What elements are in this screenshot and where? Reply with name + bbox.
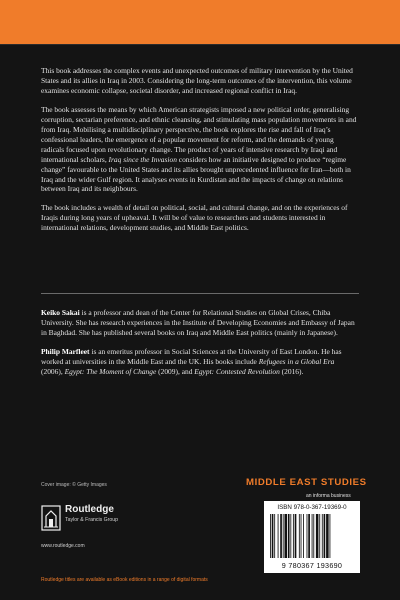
routledge-tower-icon (41, 505, 61, 531)
author-book-1: Refugees in a Global Era (258, 356, 335, 366)
series-title: MIDDLE EAST STUDIES (246, 477, 367, 488)
publisher-url: www.routledge.com (41, 543, 85, 549)
author-name-2: Philip Marfleet (41, 346, 90, 356)
author-book-3-year: (2016). (281, 366, 304, 376)
description-paragraph-2-part-1: The book assesses the means by which American strategists imposed a new political order, generalising corruption, sectarian preference, and ethnic cleansing, and stimulating mass population movements in and from Iraq. Mobilising a multidisciplinary perspective, the book explores the rise and fall of Iraq’s confessional leaders, the emergence of a popular movement for reform, and the demands of young radicals focused upon revolutionary change. The product of years of intensive research by Iraqi and international scholars, (41, 104, 357, 164)
orange-header-band (0, 0, 400, 44)
ebook-footnote: Routledge titles are available as eBook editions in a range of digital formats (41, 577, 208, 583)
description-paragraph-2 (41, 105, 357, 195)
author-book-1-year: (2006), (41, 366, 63, 376)
publisher-block (41, 500, 201, 560)
cover-image-credit: Cover image: © Getty Images (41, 482, 107, 488)
publisher-subtitle: Taylor & Francis Group (65, 517, 119, 523)
publisher-name: Routledge (65, 504, 114, 515)
author-bio-2 (41, 347, 357, 377)
isbn-label: ISBN 978-0-367-19369-0 (277, 504, 347, 511)
informa-tagline: an informa business (306, 493, 351, 499)
barcode-digits: 9 780367 193690 (281, 561, 343, 570)
author-book-2-year: (2009), and (158, 366, 193, 376)
section-divider (41, 293, 359, 294)
author-book-2: Egypt: The Moment of Change (64, 366, 157, 376)
barcode-box (264, 501, 360, 573)
description-paragraph-2-part-2: considers how an initiative designed to produce “regime change” favourable to the United States and its allies brought unprecedented influence for Iran—both in Iraq and the wider Gulf region. It analyses events in Kurdistan and the impacts of change on relations between Iraq and its neighbours. (41, 154, 351, 194)
author-name-1: Keiko Sakai (41, 308, 80, 317)
barcode-icon (270, 514, 354, 558)
author-book-3: Egypt: Contested Revolution (194, 366, 280, 376)
header-divider (0, 44, 400, 45)
book-description (41, 66, 357, 242)
book-title-italic: Iraq since the Invasion (108, 154, 177, 164)
author-bio-2-text: is an emeritus professor in Social Sciences at the University of East London. He has worked at universities in the Middle East and the UK. His books include (41, 346, 342, 366)
author-bios (41, 308, 357, 386)
author-bio-1-text: is a professor and dean of the Center for Relational Studies on Global Crises, Chiba University. She has research experiences in the Institute of Developing Economies and Embassy of Japan in Baghdad. She has published several books on Iraq and Middle East politics (mainly in Japanese). (41, 308, 355, 337)
description-paragraph-1: This book addresses the complex events and unexpected outcomes of military intervention by the United States and its allies in Iraq in 2003. Considering the long-term outcomes of the intervention, this volume examines economic collapse, societal disorder, and increased regional conflict in Iraq. (41, 66, 353, 95)
author-bio-1 (41, 308, 357, 338)
description-paragraph-3: The book includes a wealth of detail on political, social, and cultural change, and on the experiences of Iraqis during long years of upheaval. It will be of value to researchers and students interested in international relations, development studies, and Middle East politics. (41, 203, 348, 233)
